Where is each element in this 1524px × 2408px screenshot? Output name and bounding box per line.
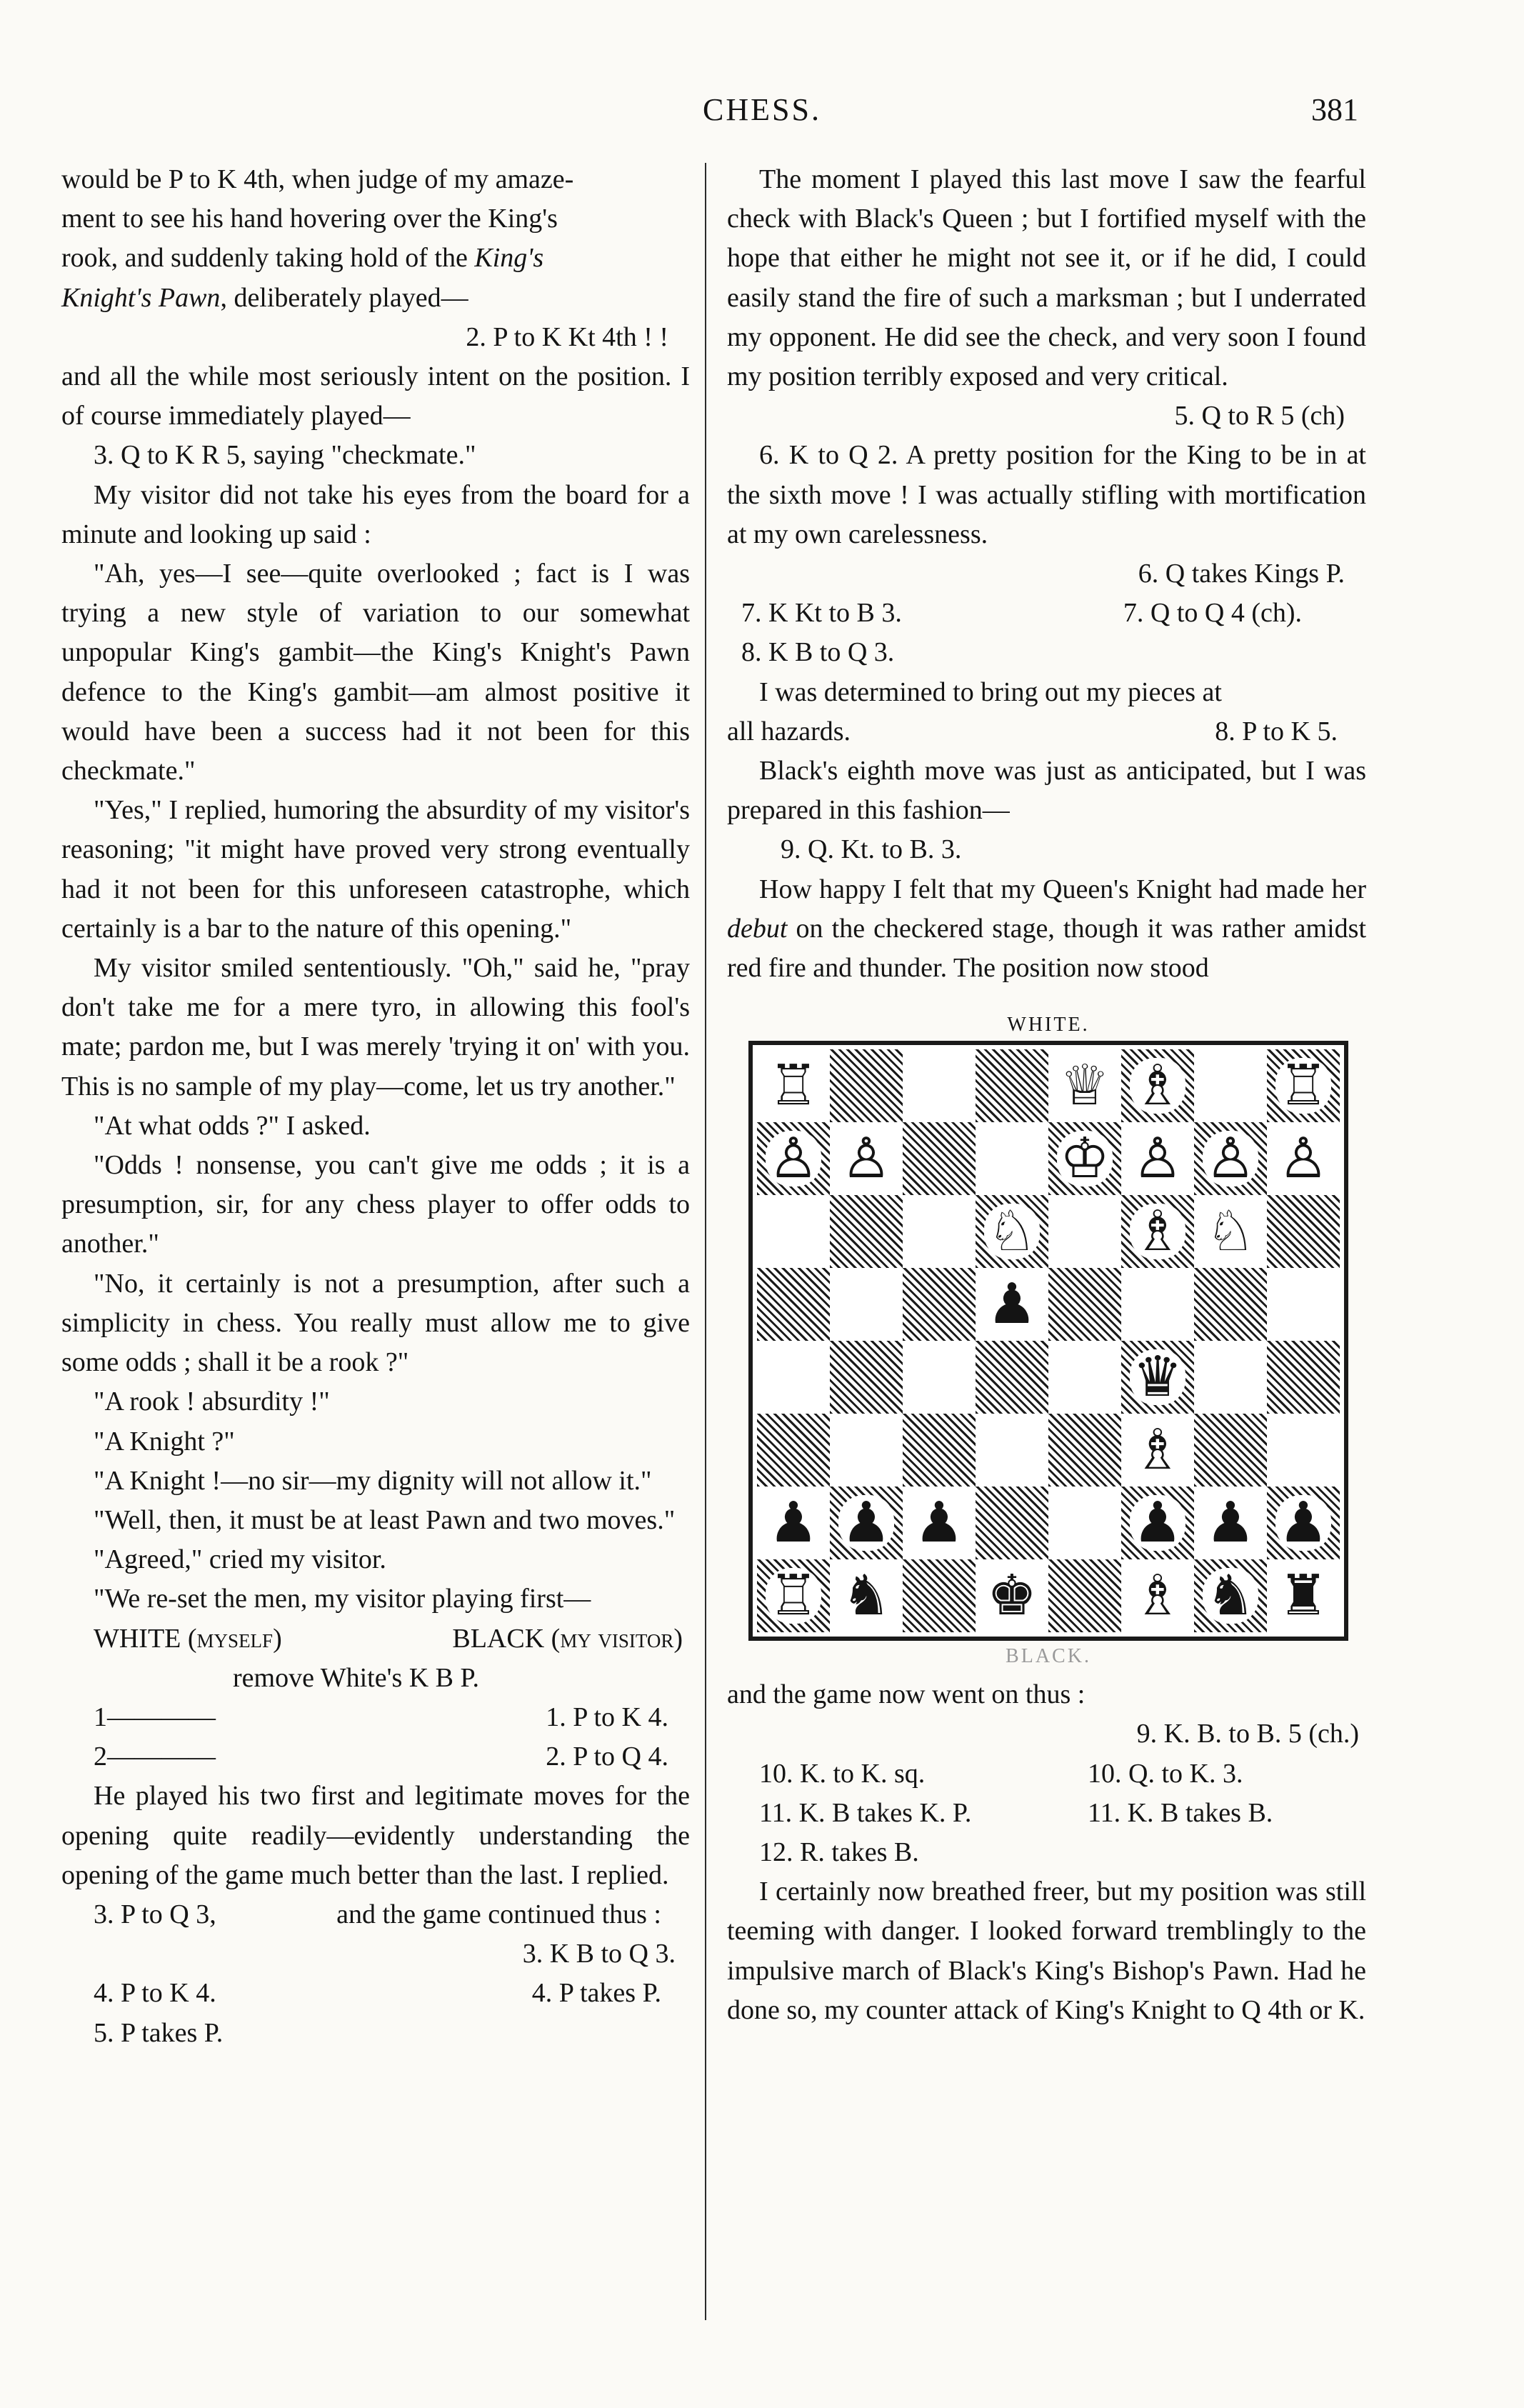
board-square: [1194, 1122, 1267, 1195]
board-square: [976, 1122, 1048, 1195]
paragraph: The moment I played this last move I saw the fearful check with Black's Queen ; but I fortified myself with the hope that either he might not see it, or if he did, I could easily stand the fire of such a marksman ; but I underrated my opponent. He did see the check, and very soon I found my position terribly exposed and very critical.: [727, 164, 1366, 392]
board-square: [757, 1268, 830, 1341]
chess-piece-icon: ♟: [987, 1272, 1037, 1337]
chess-piece-icon: ♟: [1205, 1491, 1255, 1556]
page-title: CHESS.: [703, 92, 821, 127]
board-square: [757, 1195, 830, 1268]
paragraph: "Agreed," cried my visitor.: [94, 1544, 386, 1575]
chess-piece-icon: ♔: [1057, 1131, 1113, 1186]
paragraph: "A rook ! absurdity !": [94, 1387, 330, 1417]
board-square: [1048, 1341, 1121, 1414]
odds-note: remove White's K B P.: [233, 1662, 479, 1693]
board-square: [1194, 1195, 1267, 1268]
board-square: [830, 1195, 903, 1268]
board-square: [976, 1341, 1048, 1414]
move-line: 8. K B to Q 3.: [741, 637, 895, 668]
chess-piece-icon: ♖: [766, 1568, 821, 1624]
board-square: [976, 1268, 1048, 1341]
paragraph: "A Knight ?": [94, 1426, 235, 1457]
left-column: [61, 160, 690, 2053]
move-row: 11. K. B takes K. P. 11. K. B takes B.: [759, 1797, 1273, 1828]
paragraph: "Yes," I replied, humoring the absurdity of my visitor's reasoning; "it might have proved very strong eventually had it not been for this unforeseen catastrophe, which certainly is a bar to the nature of this opening.": [61, 795, 690, 944]
board-square: [830, 1487, 903, 1559]
move-line: 9. K. B. to B. 5 (ch.): [1136, 1719, 1359, 1749]
board-square: [1121, 1195, 1194, 1268]
board-square: [1267, 1559, 1340, 1632]
text-line: rook, and suddenly taking hold of the King's: [61, 243, 544, 274]
board-square: [1048, 1487, 1121, 1559]
board-label-top: WHITE.: [1007, 1014, 1090, 1036]
board-square: [976, 1414, 1048, 1487]
board-square: [1048, 1049, 1121, 1122]
chess-piece-icon: ♗: [1133, 1418, 1183, 1483]
text-line: ment to see his hand hovering over the King's: [61, 204, 558, 234]
board-square: [1121, 1341, 1194, 1414]
italic-text: King's: [474, 243, 544, 274]
paragraph: "A Knight !—no sir—my dignity will not allow it.": [94, 1465, 652, 1496]
board-square: [1048, 1195, 1121, 1268]
paragraph: I was determined to bring out my pieces at: [759, 676, 1222, 707]
board-square: [903, 1268, 976, 1341]
chess-piece-icon: ♙: [1203, 1131, 1258, 1186]
board-square: [830, 1049, 903, 1122]
board-square: [903, 1559, 976, 1632]
board-square: [1194, 1559, 1267, 1632]
board-square: [830, 1268, 903, 1341]
paragraph: "Ah, yes—I see—quite overlooked ; fact is I was trying a new style of variation to our somewhat unpopular King's gambit—the King's Knight's Pawn defence to the King's gambit—am almost positive it would have been a success had it not been for this checkmate.": [61, 559, 690, 786]
chess-piece-icon: ♟: [838, 1495, 894, 1551]
chess-board: [757, 1049, 1340, 1632]
chess-piece-icon: ♗: [1130, 1058, 1185, 1114]
board-square: [903, 1487, 976, 1559]
column-headings: [61, 1619, 690, 1659]
chess-piece-icon: ♟: [1130, 1495, 1185, 1551]
paragraph: "At what odds ?" I asked.: [94, 1110, 371, 1141]
running-header: [0, 84, 1524, 141]
chess-piece-icon: ♗: [1130, 1204, 1185, 1259]
paragraph: My visitor did not take his eyes from the board for a minute and looking up said :: [61, 479, 690, 549]
board-square: [1267, 1487, 1340, 1559]
board-square: [1267, 1414, 1340, 1487]
board-square: [1267, 1268, 1340, 1341]
right-column: [727, 160, 1366, 2030]
paragraph: My visitor smiled sententiously. "Oh," said he, "pray don't take me for a mere tyro, in allowing this fool's mate; pardon me, but I was merely 'trying it on' with you. This is no sample of my play—come, let us try another.": [61, 953, 690, 1101]
board-square: [976, 1049, 1048, 1122]
board-square: [1194, 1487, 1267, 1559]
italic-text: debut: [727, 913, 788, 944]
move-row: 2———— 2. P to Q 4.: [94, 1742, 668, 1772]
board-square: [830, 1341, 903, 1414]
paragraph: "We re-set the men, my visitor playing first—: [94, 1584, 591, 1614]
paragraph: 6. K to Q 2. A pretty position for the King to be in at the sixth move ! I was actually stifling with mortification at my own carelessness.: [727, 440, 1366, 549]
move-row: 3. P to Q 3, and the game continued thus :: [94, 1899, 661, 1929]
chess-piece-icon: ♞: [841, 1564, 891, 1629]
chess-piece-icon: ♙: [1278, 1126, 1328, 1191]
move-line: 12. R. takes B.: [759, 1837, 919, 1868]
chess-piece-icon: ♗: [1133, 1564, 1183, 1629]
board-square: [757, 1049, 830, 1122]
move-row: 7. K Kt to B 3. 7. Q to Q 4 (ch).: [741, 598, 1302, 629]
chess-piece-icon: ♚: [987, 1564, 1037, 1629]
board-square: [903, 1122, 976, 1195]
page-number: 381: [1311, 92, 1358, 127]
board-square: [830, 1559, 903, 1632]
heading-white: WHITE (myself): [94, 1623, 282, 1654]
board-square: [1048, 1268, 1121, 1341]
board-label-bottom: BLACK.: [1006, 1645, 1091, 1668]
board-square: [1121, 1268, 1194, 1341]
board-square: [903, 1414, 976, 1487]
heading-black: BLACK (my visitor): [452, 1623, 683, 1654]
column-divider: [705, 163, 706, 2320]
paragraph: and the game now went on thus :: [727, 1679, 1086, 1710]
board-square: [1121, 1559, 1194, 1632]
paragraph: Black's eighth move was just as anticipated, but I was prepared in this fashion—: [727, 756, 1366, 826]
board-frame: [748, 1041, 1348, 1641]
board-square: [1194, 1049, 1267, 1122]
board-square: [757, 1414, 830, 1487]
move-row: 1———— 1. P to K 4.: [94, 1702, 668, 1732]
board-square: [1194, 1414, 1267, 1487]
board-square: [757, 1559, 830, 1632]
board-square: [903, 1049, 976, 1122]
chess-piece-icon: ♛: [1130, 1349, 1185, 1405]
board-square: [976, 1559, 1048, 1632]
board-square: [757, 1122, 830, 1195]
paragraph: "Well, then, it must be at least Pawn and two moves.": [94, 1504, 676, 1535]
chess-diagram: [748, 1009, 1348, 1672]
board-square: [1121, 1049, 1194, 1122]
board-square: [903, 1341, 976, 1414]
board-square: [830, 1414, 903, 1487]
board-square: [757, 1341, 830, 1414]
board-square: [1194, 1268, 1267, 1341]
chess-piece-icon: ♟: [768, 1491, 818, 1556]
chess-piece-icon: ♙: [1133, 1126, 1183, 1191]
board-square: [1121, 1487, 1194, 1559]
chess-piece-icon: ♖: [1275, 1058, 1331, 1114]
move-line: 5. Q to R 5 (ch): [1174, 401, 1345, 431]
chess-piece-icon: ♙: [841, 1126, 891, 1191]
board-square: [1048, 1122, 1121, 1195]
board-square: [1121, 1414, 1194, 1487]
board-square: [757, 1487, 830, 1559]
paragraph: "Odds ! nonsense, you can't give me odds ; it is a presumption, sir, for any chess player to offer odds to another.": [61, 1150, 690, 1259]
chess-piece-icon: ♞: [1203, 1568, 1258, 1624]
board-square: [976, 1487, 1048, 1559]
paragraph: I certainly now breathed freer, but my position was still teeming with danger. I looked forward tremblingly to the impulsive march of Black's King's Bishop's Pawn. Had he done so, my counter attack of King's Knight to Q 4th or K.: [727, 1877, 1366, 2025]
board-square: [903, 1195, 976, 1268]
move-line: 5. P takes P.: [94, 2017, 224, 2048]
chess-piece-icon: ♘: [984, 1204, 1040, 1259]
board-square: [1121, 1122, 1194, 1195]
board-square: [1048, 1414, 1121, 1487]
chess-piece-icon: ♙: [766, 1131, 821, 1186]
board-square: [830, 1122, 903, 1195]
move-line: 3. K B to Q 3.: [522, 1939, 676, 1969]
paragraph: He played his two first and legitimate moves for the opening quite readily—evidently understanding the opening of the game much better than the last. I replied.: [61, 1781, 690, 1890]
board-square: [976, 1195, 1048, 1268]
chess-piece-icon: ♕: [1060, 1054, 1110, 1119]
chess-piece-icon: ♘: [1205, 1199, 1255, 1264]
move-line: 3. Q to K R 5, saying "checkmate.": [94, 440, 476, 471]
board-square: [1267, 1195, 1340, 1268]
move-line: 9. Q. Kt. to B. 3.: [781, 834, 962, 865]
chess-piece-icon: ♜: [1278, 1564, 1328, 1629]
board-square: [1048, 1559, 1121, 1632]
paragraph: and all the while most seriously intent on the position. I of course immediately played—: [61, 361, 690, 431]
move-line: 2. P to K Kt 4th ! !: [466, 321, 668, 352]
move-row: 10. K. to K. sq. 10. Q. to K. 3.: [759, 1758, 1243, 1789]
board-square: [1194, 1341, 1267, 1414]
text-line: would be P to K 4th, when judge of my amaze-: [61, 164, 574, 194]
board-square: [1267, 1122, 1340, 1195]
board-square: [1267, 1049, 1340, 1122]
chess-piece-icon: ♖: [768, 1054, 818, 1119]
paragraph: How happy I felt that my Queen's Knight had made her debut on the checkered stage, though it was rather amidst red fire and thunder. The position now stood: [727, 874, 1366, 984]
move-row: all hazards. 8. P to K 5.: [727, 716, 1338, 746]
move-line: 6. Q takes Kings P.: [1138, 559, 1345, 589]
chess-piece-icon: ♟: [914, 1491, 964, 1556]
board-square: [1267, 1341, 1340, 1414]
chess-piece-icon: ♟: [1275, 1495, 1331, 1551]
italic-text: Knight's Pawn: [61, 282, 221, 313]
paragraph: "No, it certainly is not a presumption, after such a simplicity in chess. You really must allow me to give some odds ; shall it be a rook ?": [61, 1268, 690, 1378]
text-line: Knight's Pawn, deliberately played—: [61, 282, 468, 313]
move-row: 4. P to K 4. 4. P takes P.: [94, 1978, 661, 2009]
